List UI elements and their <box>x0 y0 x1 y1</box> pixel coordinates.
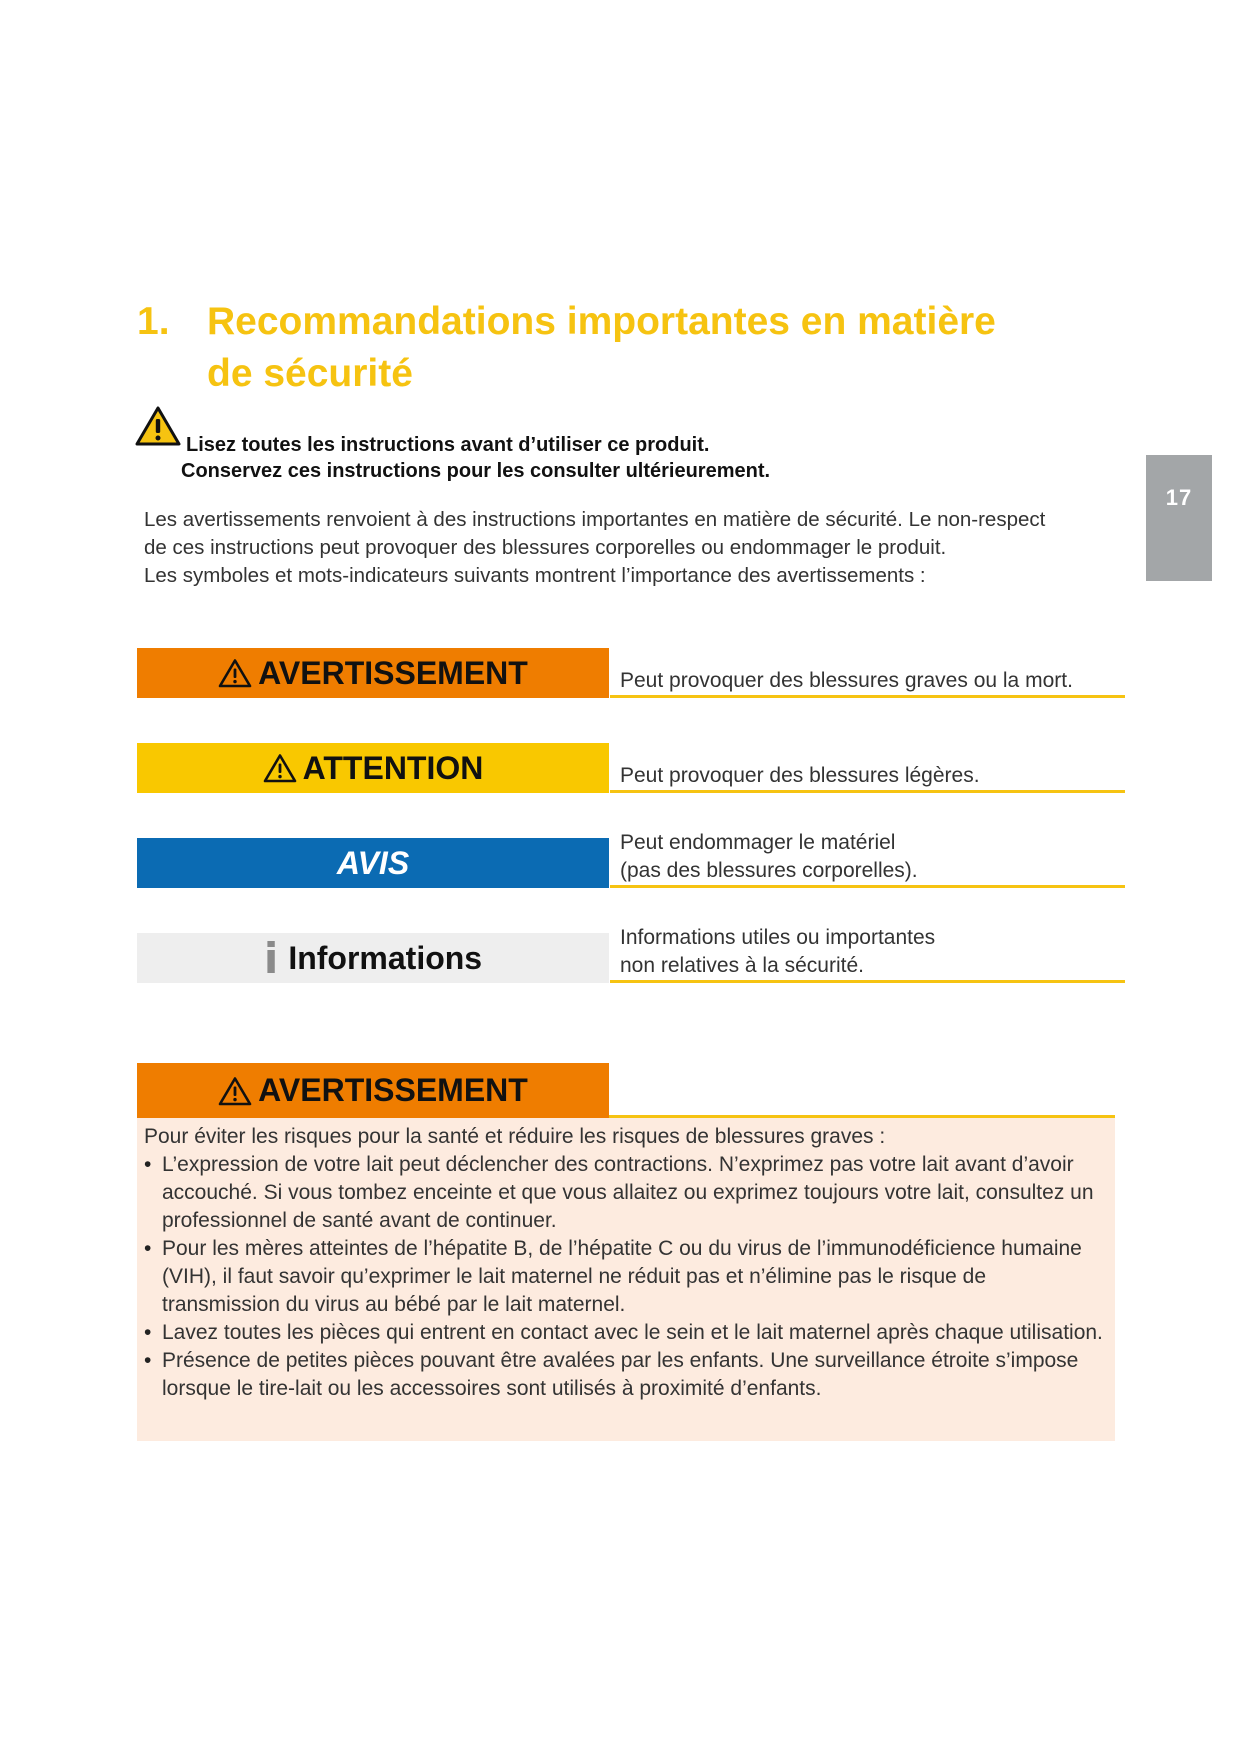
signal-label-avertissement <box>137 648 609 698</box>
read-instructions-notice <box>181 432 771 484</box>
signal-description-line: Peut provoquer des blessures légères. <box>620 764 980 787</box>
intro-line-1: Les avertissements renvoient à des instructions importantes en matière de sécurité. Le non-respect <box>144 508 1046 531</box>
title-line-2: de sécurité <box>207 352 413 395</box>
signal-label-avis <box>137 838 609 888</box>
warning-box <box>137 1063 1115 1441</box>
signal-row-informations <box>137 926 1115 983</box>
signal-row-avis <box>137 831 1115 888</box>
signal-word: AVERTISSEMENT <box>258 654 528 691</box>
signal-description <box>610 831 1125 888</box>
signal-description-line: Peut endommager le matériel <box>620 831 896 854</box>
warning-heading-text: AVERTISSEMENT <box>258 1072 528 1108</box>
signal-word: AVIS <box>336 844 410 881</box>
warning-triangle-icon <box>134 405 182 447</box>
signal-row-attention <box>137 743 1115 793</box>
warning-triangle-icon <box>218 658 252 688</box>
warning-triangle-icon <box>218 1076 252 1106</box>
signal-description-line: Informations utiles ou importantes <box>620 926 936 949</box>
signal-description-line: (pas des blessures corporelles). <box>620 859 918 882</box>
warning-intro: Pour éviter les risques pour la santé et réduire les risques de blessures graves : <box>144 1125 886 1148</box>
page-number-tab: 17 <box>1146 455 1212 581</box>
signal-word: ATTENTION <box>302 749 484 786</box>
title-line-1: Recommandations importantes en matière <box>207 300 996 343</box>
signal-word: Informations <box>288 939 483 976</box>
intro-line-3: Les symboles et mots-indicateurs suivants montrent l’importance des avertissements : <box>144 564 926 587</box>
signal-label-attention <box>137 743 609 793</box>
signal-description-line: non relatives à la sécurité. <box>620 954 864 977</box>
read-notice-line-2: Conservez ces instructions pour les consulter ultérieurement. <box>181 460 771 482</box>
list-item: • Présence de petites pièces pouvant être avalées par les enfants. Une surveillance étroite s’impose lorsque le tire-lait ou les accessoires sont utilisés à proximité d’enfants. <box>144 1347 1104 1403</box>
info-icon: i <box>263 933 279 983</box>
warning-triangle-icon <box>263 753 297 783</box>
intro-line-2: de ces instructions peut provoquer des blessures corporelles ou endommager le produit. <box>144 536 947 559</box>
list-item: • Lavez toutes les pièces qui entrent en contact avec le sein et le lait maternel après chaque utilisation. <box>144 1319 1104 1347</box>
section-number: 1. <box>137 300 170 343</box>
warning-heading <box>137 1063 609 1118</box>
signal-row-avertissement <box>137 648 1115 698</box>
list-item: • Pour les mères atteintes de l’hépatite B, de l’hépatite C ou du virus de l’immunodéficience humaine (VIH), il faut savoir qu’exprimer le lait maternel ne réduit pas et n’élimine pas le risque de transmission du virus au bébé par le lait maternel. <box>144 1235 1104 1319</box>
intro-paragraph <box>144 506 1104 590</box>
signal-description <box>610 743 1125 793</box>
signal-description <box>610 926 1125 983</box>
warning-list <box>144 1151 1104 1403</box>
warning-body <box>144 1123 1104 1403</box>
list-item: • L’expression de votre lait peut déclencher des contractions. N’exprimez pas votre lait avant d’avoir accouché. Si vous tombez enceinte et que vous allaitez ou exprimez toujours votre lait, consultez un professionnel de santé avant de continuer. <box>144 1151 1104 1235</box>
signal-description <box>610 648 1125 698</box>
signal-label-informations <box>137 933 609 983</box>
signal-description-line: Peut provoquer des blessures graves ou la mort. <box>620 669 1073 692</box>
page-title <box>137 296 1037 400</box>
read-notice-line-1: Lisez toutes les instructions avant d’utiliser ce produit. <box>186 434 710 456</box>
